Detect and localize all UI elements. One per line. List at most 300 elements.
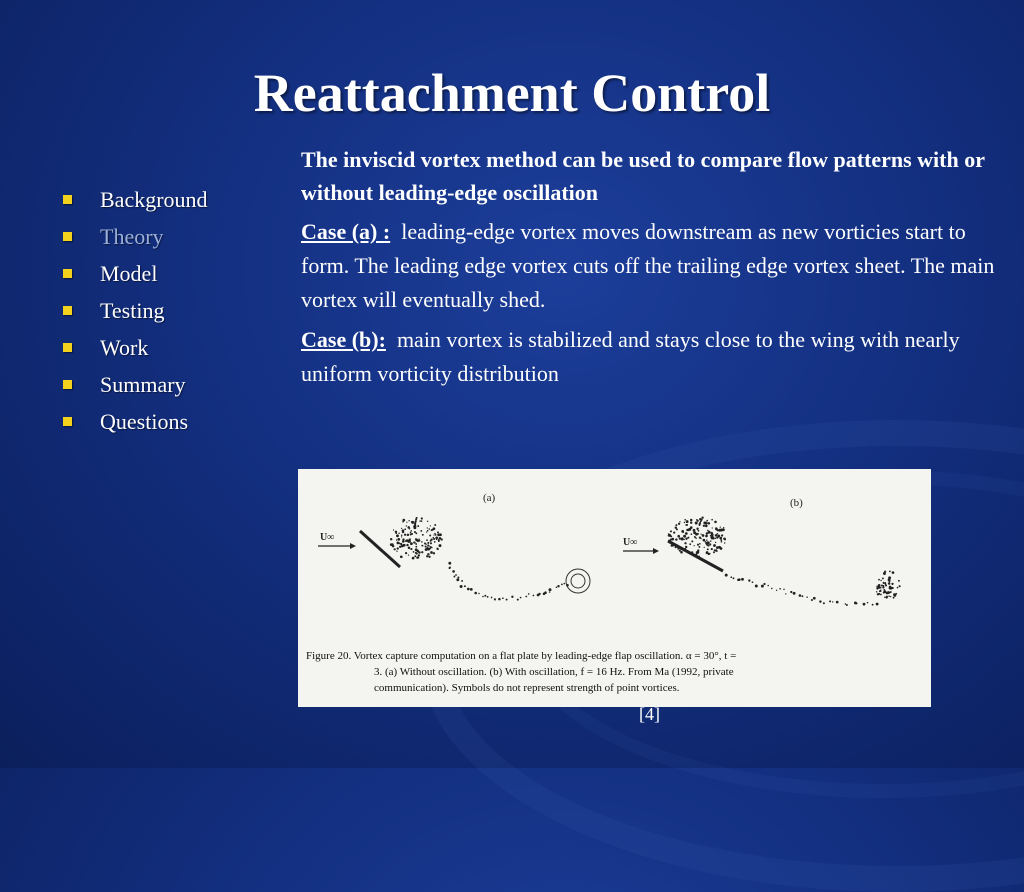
point-vortex bbox=[404, 528, 406, 530]
nav-item-background[interactable] bbox=[60, 185, 208, 222]
point-vortex bbox=[685, 538, 687, 540]
point-vortex bbox=[724, 542, 725, 543]
point-vortex bbox=[525, 596, 527, 598]
point-vortex bbox=[419, 520, 421, 522]
point-vortex bbox=[439, 544, 442, 547]
point-vortex bbox=[390, 538, 392, 540]
point-vortex bbox=[392, 545, 395, 548]
point-vortex bbox=[697, 544, 699, 546]
point-vortex bbox=[675, 524, 677, 526]
point-vortex bbox=[677, 548, 679, 550]
nav-item-model[interactable] bbox=[60, 259, 208, 296]
point-vortex bbox=[706, 551, 708, 553]
point-vortex bbox=[693, 529, 696, 532]
point-vortex bbox=[696, 551, 698, 553]
point-vortex bbox=[880, 594, 882, 596]
point-vortex bbox=[892, 571, 895, 574]
point-vortex bbox=[669, 540, 671, 542]
trailing-vortex-ring-a-inner bbox=[571, 574, 585, 588]
point-vortex bbox=[829, 600, 831, 602]
point-vortex bbox=[767, 585, 769, 587]
point-vortex bbox=[893, 597, 895, 599]
point-vortex bbox=[715, 542, 716, 543]
point-vortex bbox=[783, 589, 784, 590]
point-vortex bbox=[713, 544, 716, 547]
point-vortex bbox=[455, 574, 457, 576]
point-vortex bbox=[392, 543, 393, 544]
point-vortex bbox=[716, 537, 718, 539]
point-vortex bbox=[511, 596, 513, 598]
point-vortex bbox=[417, 525, 419, 527]
case-a-paragraph bbox=[301, 215, 1001, 317]
point-vortex bbox=[716, 546, 719, 549]
point-vortex bbox=[716, 550, 718, 552]
point-vortex bbox=[434, 541, 436, 543]
square-bullet-icon bbox=[63, 306, 72, 315]
point-vortex bbox=[845, 603, 847, 605]
point-vortex bbox=[704, 547, 705, 548]
nav-item-label: Questions bbox=[100, 409, 188, 434]
vortex-trail-b bbox=[725, 574, 879, 606]
point-vortex bbox=[695, 533, 698, 536]
point-vortex bbox=[415, 538, 417, 540]
case-b-paragraph bbox=[301, 323, 1001, 391]
point-vortex bbox=[406, 525, 407, 526]
point-vortex bbox=[404, 534, 406, 536]
nav-item-theory[interactable] bbox=[60, 222, 208, 259]
point-vortex bbox=[700, 521, 701, 522]
point-vortex bbox=[533, 595, 535, 597]
point-vortex bbox=[880, 580, 881, 581]
point-vortex bbox=[680, 551, 683, 554]
point-vortex bbox=[549, 588, 552, 591]
point-vortex bbox=[887, 591, 888, 592]
point-vortex bbox=[894, 594, 896, 596]
point-vortex bbox=[872, 604, 874, 606]
point-vortex bbox=[502, 597, 504, 599]
point-vortex bbox=[491, 597, 493, 599]
point-vortex bbox=[418, 554, 420, 556]
point-vortex bbox=[785, 593, 786, 594]
point-vortex bbox=[405, 540, 407, 542]
point-vortex bbox=[891, 583, 893, 585]
point-vortex bbox=[880, 589, 881, 590]
freestream-label-a: U∞ bbox=[320, 532, 335, 543]
point-vortex bbox=[427, 542, 429, 544]
point-vortex bbox=[698, 556, 699, 557]
point-vortex bbox=[708, 522, 710, 524]
point-vortex bbox=[702, 517, 703, 518]
point-vortex bbox=[413, 526, 414, 527]
point-vortex bbox=[460, 585, 463, 588]
point-vortex bbox=[700, 533, 701, 534]
point-vortex bbox=[408, 540, 411, 543]
point-vortex bbox=[430, 542, 432, 544]
point-vortex bbox=[712, 527, 713, 528]
point-vortex bbox=[413, 542, 414, 543]
point-vortex bbox=[749, 580, 751, 582]
point-vortex bbox=[425, 545, 427, 547]
panel-a-label: (a) bbox=[483, 492, 496, 504]
point-vortex bbox=[418, 552, 419, 553]
point-vortex bbox=[428, 528, 430, 530]
point-vortex bbox=[418, 538, 419, 539]
point-vortex bbox=[421, 520, 423, 522]
point-vortex bbox=[478, 593, 479, 594]
point-vortex bbox=[823, 602, 825, 604]
point-vortex bbox=[671, 544, 673, 546]
point-vortex bbox=[403, 530, 404, 531]
point-vortex bbox=[675, 546, 677, 548]
point-vortex bbox=[888, 582, 891, 585]
case-a-text: leading-edge vortex moves downstream as new vorticies start to form. The leading edge vortex cuts off the trailing edge vortex sheet. The main vortex will eventually shed. bbox=[301, 219, 995, 312]
point-vortex bbox=[701, 519, 702, 520]
point-vortex bbox=[710, 540, 711, 541]
square-bullet-icon bbox=[63, 417, 72, 426]
point-vortex bbox=[434, 533, 435, 534]
freestream-arrowhead-b bbox=[653, 548, 659, 554]
point-vortex bbox=[705, 542, 708, 545]
point-vortex bbox=[436, 537, 437, 538]
point-vortex bbox=[400, 555, 403, 558]
point-vortex bbox=[697, 520, 699, 522]
square-bullet-icon bbox=[63, 269, 72, 278]
point-vortex bbox=[699, 522, 701, 524]
point-vortex bbox=[427, 547, 428, 548]
point-vortex bbox=[416, 517, 418, 519]
point-vortex bbox=[678, 523, 680, 525]
point-vortex bbox=[668, 535, 669, 536]
point-vortex bbox=[406, 544, 408, 546]
point-vortex bbox=[721, 534, 723, 536]
point-vortex bbox=[556, 586, 558, 588]
point-vortex bbox=[876, 591, 877, 592]
point-vortex bbox=[703, 522, 706, 525]
point-vortex bbox=[396, 539, 397, 540]
point-vortex bbox=[393, 529, 394, 530]
point-vortex bbox=[675, 538, 677, 540]
point-vortex bbox=[741, 578, 744, 581]
point-vortex bbox=[883, 572, 885, 574]
point-vortex bbox=[686, 520, 689, 523]
nav-item-label: Background bbox=[100, 187, 208, 212]
freestream-arrowhead-a bbox=[350, 543, 356, 549]
point-vortex bbox=[882, 586, 884, 588]
point-vortex bbox=[394, 548, 396, 550]
point-vortex bbox=[882, 577, 884, 579]
point-vortex bbox=[878, 585, 879, 586]
point-vortex bbox=[738, 578, 741, 581]
point-vortex bbox=[437, 548, 439, 550]
point-vortex bbox=[690, 521, 692, 523]
point-vortex bbox=[711, 519, 713, 521]
point-vortex bbox=[405, 552, 407, 554]
point-vortex bbox=[436, 539, 437, 540]
point-vortex bbox=[763, 583, 765, 585]
point-vortex bbox=[691, 551, 693, 553]
point-vortex bbox=[408, 547, 411, 550]
point-vortex bbox=[717, 533, 719, 535]
point-vortex bbox=[724, 539, 726, 541]
point-vortex bbox=[415, 548, 418, 551]
point-vortex bbox=[433, 527, 436, 530]
point-vortex bbox=[417, 540, 420, 543]
point-vortex bbox=[683, 539, 685, 541]
point-vortex bbox=[695, 537, 697, 539]
point-vortex bbox=[482, 596, 484, 598]
point-vortex bbox=[752, 581, 754, 583]
point-vortex bbox=[898, 580, 900, 582]
figure-caption-line-1: Figure 20. Vortex capture computation on a flat plate by leading-edge flap oscillation. α = 30°, t = bbox=[306, 650, 737, 662]
point-vortex bbox=[675, 526, 677, 528]
point-vortex bbox=[670, 530, 672, 532]
nav-item-label: Theory bbox=[100, 224, 164, 249]
point-vortex bbox=[714, 549, 716, 551]
reference-marker: [4] bbox=[639, 704, 660, 724]
point-vortex bbox=[448, 562, 451, 565]
point-vortex bbox=[433, 538, 435, 540]
point-vortex bbox=[698, 546, 700, 548]
point-vortex bbox=[561, 584, 563, 586]
point-vortex bbox=[406, 522, 407, 523]
point-vortex bbox=[895, 593, 897, 595]
point-vortex bbox=[685, 532, 688, 535]
point-vortex bbox=[484, 595, 486, 597]
point-vortex bbox=[712, 537, 715, 540]
point-vortex bbox=[715, 534, 718, 537]
point-vortex bbox=[707, 548, 709, 550]
point-vortex bbox=[793, 592, 796, 595]
nav-item-testing[interactable] bbox=[60, 296, 208, 333]
point-vortex bbox=[437, 533, 440, 536]
freestream-label-b: U∞ bbox=[623, 537, 638, 548]
point-vortex bbox=[885, 582, 886, 583]
point-vortex bbox=[470, 588, 473, 591]
point-vortex bbox=[426, 539, 428, 541]
point-vortex bbox=[414, 522, 416, 524]
point-vortex bbox=[412, 557, 415, 560]
point-vortex bbox=[715, 538, 716, 539]
point-vortex bbox=[427, 527, 428, 528]
point-vortex bbox=[683, 535, 686, 538]
vortex-trail-a bbox=[448, 562, 568, 601]
point-vortex bbox=[686, 524, 688, 526]
point-vortex bbox=[813, 597, 816, 600]
point-vortex bbox=[705, 525, 708, 528]
point-vortex bbox=[408, 520, 409, 521]
point-vortex bbox=[453, 576, 455, 578]
point-vortex bbox=[441, 538, 443, 540]
point-vortex bbox=[464, 585, 466, 587]
point-vortex bbox=[398, 533, 400, 535]
point-vortex bbox=[673, 532, 675, 534]
point-vortex bbox=[396, 534, 399, 537]
point-vortex bbox=[426, 531, 427, 532]
point-vortex bbox=[719, 537, 722, 540]
point-vortex bbox=[867, 602, 869, 604]
nav-item-work[interactable] bbox=[60, 333, 208, 370]
vortex-figure-graphic bbox=[298, 469, 931, 707]
nav-item-label: Model bbox=[100, 261, 158, 286]
point-vortex bbox=[779, 588, 781, 590]
square-bullet-icon bbox=[63, 232, 72, 241]
point-vortex bbox=[401, 535, 402, 536]
point-vortex bbox=[528, 593, 530, 595]
vortex-cloud-a bbox=[390, 517, 443, 560]
point-vortex bbox=[690, 519, 693, 522]
point-vortex bbox=[890, 596, 891, 597]
point-vortex bbox=[836, 601, 839, 604]
point-vortex bbox=[668, 533, 670, 535]
point-vortex bbox=[811, 599, 813, 601]
square-bullet-icon bbox=[63, 380, 72, 389]
point-vortex bbox=[411, 530, 413, 532]
point-vortex bbox=[702, 534, 705, 537]
point-vortex bbox=[703, 525, 705, 527]
point-vortex bbox=[506, 599, 508, 601]
point-vortex bbox=[806, 596, 808, 598]
point-vortex bbox=[410, 548, 412, 550]
point-vortex bbox=[427, 521, 428, 522]
point-vortex bbox=[718, 535, 719, 536]
point-vortex bbox=[761, 585, 764, 588]
point-vortex bbox=[846, 604, 848, 606]
point-vortex bbox=[689, 543, 691, 545]
point-vortex bbox=[421, 551, 423, 553]
point-vortex bbox=[415, 552, 417, 554]
point-vortex bbox=[438, 540, 440, 542]
point-vortex bbox=[420, 530, 422, 532]
lead-paragraph: The inviscid vortex method can be used to compare flow patterns with or without leading-edge oscillation bbox=[301, 147, 985, 205]
point-vortex bbox=[863, 603, 866, 606]
point-vortex bbox=[410, 534, 412, 536]
point-vortex bbox=[430, 551, 433, 554]
point-vortex bbox=[710, 532, 713, 535]
point-vortex bbox=[564, 583, 566, 585]
point-vortex bbox=[429, 535, 431, 537]
point-vortex bbox=[428, 556, 430, 558]
point-vortex bbox=[699, 543, 701, 545]
point-vortex bbox=[431, 547, 432, 548]
point-vortex bbox=[411, 521, 414, 524]
point-vortex bbox=[415, 546, 417, 548]
point-vortex bbox=[684, 519, 686, 521]
point-vortex bbox=[899, 585, 901, 587]
point-vortex bbox=[679, 550, 681, 552]
point-vortex bbox=[684, 542, 686, 544]
outline-nav bbox=[60, 185, 208, 444]
point-vortex bbox=[421, 517, 423, 519]
point-vortex bbox=[700, 538, 702, 540]
point-vortex bbox=[703, 539, 706, 542]
point-vortex bbox=[457, 576, 459, 578]
point-vortex bbox=[883, 589, 885, 591]
point-vortex bbox=[799, 594, 802, 597]
point-vortex bbox=[414, 555, 416, 557]
point-vortex bbox=[876, 603, 879, 606]
point-vortex bbox=[889, 587, 892, 590]
point-vortex bbox=[856, 602, 858, 604]
point-vortex bbox=[709, 532, 711, 534]
point-vortex bbox=[888, 576, 891, 579]
point-vortex bbox=[410, 542, 413, 545]
nav-item-label: Summary bbox=[100, 372, 186, 397]
point-vortex bbox=[452, 570, 455, 573]
point-vortex bbox=[416, 557, 418, 559]
point-vortex bbox=[407, 534, 409, 536]
point-vortex bbox=[879, 590, 881, 592]
point-vortex bbox=[426, 555, 428, 557]
point-vortex bbox=[696, 527, 698, 529]
point-vortex bbox=[897, 587, 899, 589]
point-vortex bbox=[517, 599, 519, 601]
point-vortex bbox=[888, 595, 890, 597]
trailing-vortex-cloud-b bbox=[876, 571, 901, 599]
point-vortex bbox=[408, 554, 409, 555]
point-vortex bbox=[886, 597, 888, 599]
point-vortex bbox=[402, 519, 405, 522]
vortex-figure bbox=[298, 469, 931, 707]
point-vortex bbox=[433, 534, 434, 535]
point-vortex bbox=[397, 547, 399, 549]
point-vortex bbox=[487, 596, 489, 598]
point-vortex bbox=[819, 600, 821, 602]
point-vortex bbox=[415, 532, 417, 534]
point-vortex bbox=[878, 579, 880, 581]
square-bullet-icon bbox=[63, 195, 72, 204]
figure-caption-line-3: communication). Symbols do not represent strength of point vortices. bbox=[374, 682, 680, 694]
point-vortex bbox=[832, 601, 833, 602]
nav-item-questions[interactable] bbox=[60, 407, 208, 444]
point-vortex bbox=[881, 584, 883, 586]
point-vortex bbox=[395, 531, 397, 533]
nav-item-summary[interactable] bbox=[60, 370, 208, 407]
point-vortex bbox=[413, 551, 415, 553]
point-vortex bbox=[434, 524, 436, 526]
nav-item-label: Testing bbox=[100, 298, 165, 323]
point-vortex bbox=[706, 520, 708, 522]
point-vortex bbox=[520, 597, 522, 599]
point-vortex bbox=[437, 531, 439, 533]
point-vortex bbox=[720, 526, 721, 527]
point-vortex bbox=[691, 533, 693, 535]
point-vortex bbox=[685, 548, 687, 550]
point-vortex bbox=[694, 545, 695, 546]
point-vortex bbox=[733, 577, 735, 579]
point-vortex bbox=[401, 545, 404, 548]
point-vortex bbox=[721, 540, 722, 541]
point-vortex bbox=[717, 529, 719, 531]
point-vortex bbox=[688, 528, 691, 531]
point-vortex bbox=[711, 548, 713, 550]
point-vortex bbox=[428, 545, 429, 546]
point-vortex bbox=[671, 538, 674, 541]
point-vortex bbox=[433, 552, 435, 554]
point-vortex bbox=[679, 521, 680, 522]
square-bullet-icon bbox=[63, 343, 72, 352]
point-vortex bbox=[402, 540, 405, 543]
point-vortex bbox=[679, 537, 681, 539]
point-vortex bbox=[684, 522, 685, 523]
case-b-label: Case (b): bbox=[301, 327, 386, 352]
point-vortex bbox=[705, 535, 708, 538]
trailing-vortex-ring-a bbox=[566, 569, 590, 593]
point-vortex bbox=[415, 543, 417, 545]
point-vortex bbox=[401, 528, 402, 529]
point-vortex bbox=[557, 585, 559, 587]
point-vortex bbox=[421, 541, 423, 543]
point-vortex bbox=[498, 598, 501, 601]
